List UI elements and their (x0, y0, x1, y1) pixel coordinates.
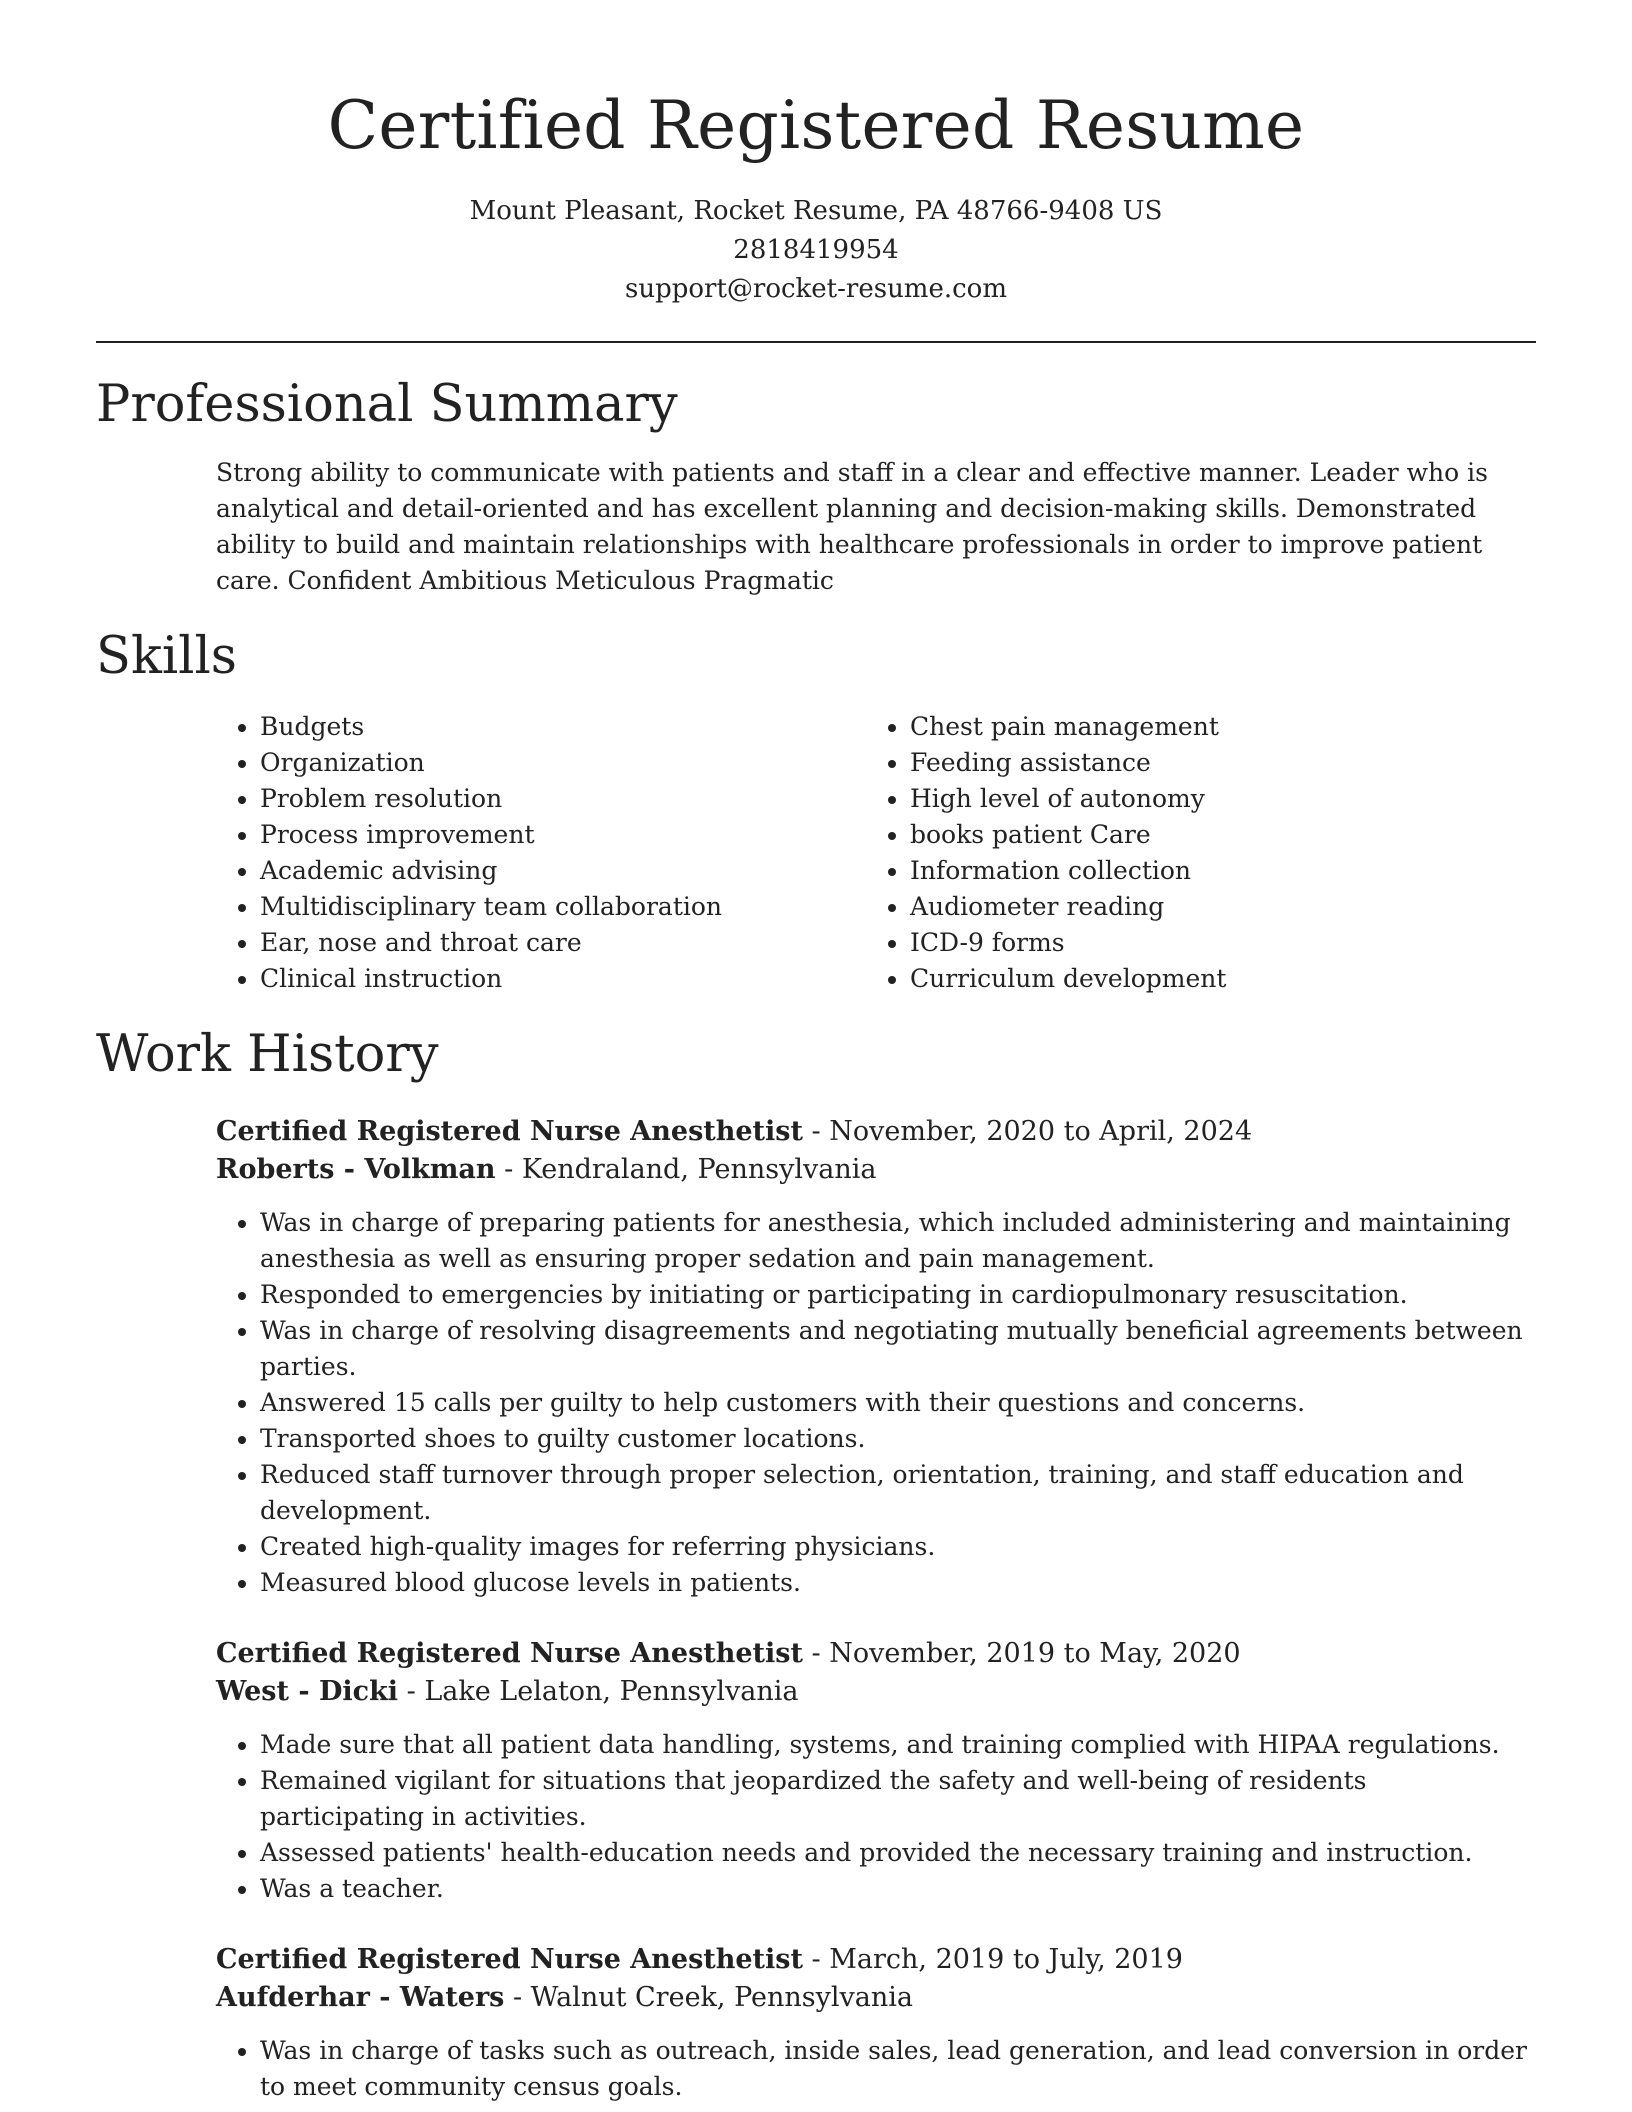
employer-name: Aufderhar - Waters (216, 1982, 505, 2013)
skills-column-right (866, 709, 1516, 997)
employer-line (216, 1673, 1536, 1711)
skill-item: • Process improvement (260, 817, 866, 853)
skill-item: • Audiometer reading (910, 889, 1516, 925)
skill-item: • Academic advising (260, 853, 866, 889)
skills-heading: Skills (96, 627, 237, 686)
job-title-line (216, 1635, 1536, 1673)
skill-item: • books patient Care (910, 817, 1516, 853)
skill-item: • Multidisciplinary team collaboration (260, 889, 866, 925)
resume-name: Certified Registered Resume (327, 87, 1305, 164)
job-bullet: • Assessed patients' health-education needs and provided the necessary training and instruction. (260, 1835, 1536, 1871)
job-bullet: • Was in charge of preparing patients for anesthesia, which included administering and maintaining anesthesia as well as ensuring proper sedation and pain management. (260, 1205, 1536, 1277)
skills-grid (216, 709, 1536, 997)
skill-item: • Ear, nose and throat care (260, 925, 866, 961)
skill-item: • Clinical instruction (260, 961, 866, 997)
job-entry (216, 1941, 1536, 2105)
job-title: Certified Registered Nurse Anesthetist (216, 1944, 803, 1975)
job-entry (216, 1113, 1536, 1601)
job-location: - Kendraland, Pennsylvania (495, 1154, 877, 1185)
employer-line (216, 1151, 1536, 1189)
summary-section (96, 455, 1536, 599)
work-history-section (96, 1113, 1536, 2105)
job-bullets (216, 1727, 1536, 1907)
job-title-line (216, 1941, 1536, 1979)
employer-line (216, 1979, 1536, 2017)
resume-header (96, 0, 1536, 309)
employer-name: West - Dicki (216, 1676, 399, 1707)
phone-number: 2818419954 (733, 235, 899, 265)
job-bullets (216, 1205, 1536, 1601)
job-location: - Walnut Creek, Pennsylvania (504, 1982, 914, 2013)
job-bullet: • Answered 15 calls per guilty to help customers with their questions and concerns. (260, 1385, 1536, 1421)
job-title: Certified Registered Nurse Anesthetist (216, 1116, 803, 1147)
skill-item: • Budgets (260, 709, 866, 745)
skills-section (96, 709, 1536, 997)
work-history-heading: Work History (96, 1025, 439, 1084)
job-dates: - March, 2019 to July, 2019 (802, 1944, 1183, 1975)
job-title-line (216, 1113, 1536, 1151)
job-dates: - November, 2020 to April, 2024 (802, 1116, 1253, 1147)
summary-heading: Professional Summary (96, 375, 678, 434)
skill-item: • Curriculum development (910, 961, 1516, 997)
job-entry (216, 1635, 1536, 1907)
job-bullet: • Created high-quality images for referring physicians. (260, 1529, 1536, 1565)
skill-item: • High level of autonomy (910, 781, 1516, 817)
skill-item: • Information collection (910, 853, 1516, 889)
job-bullets (216, 2033, 1536, 2105)
job-bullet: • Reduced staff turnover through proper selection, orientation, training, and staff education and development. (260, 1457, 1536, 1529)
skill-item: • Organization (260, 745, 866, 781)
job-bullet: • Measured blood glucose levels in patients. (260, 1565, 1536, 1601)
job-bullet: • Was in charge of tasks such as outreach, inside sales, lead generation, and lead conversion in order to meet community census goals. (260, 2033, 1536, 2105)
employer-name: Roberts - Volkman (216, 1154, 496, 1185)
job-title: Certified Registered Nurse Anesthetist (216, 1638, 803, 1669)
header-divider (96, 341, 1536, 343)
job-bullet: • Was a teacher. (260, 1871, 1536, 1907)
job-bullet: • Was in charge of resolving disagreements and negotiating mutually beneficial agreements between parties. (260, 1313, 1536, 1385)
skill-item: • ICD-9 forms (910, 925, 1516, 961)
skill-item: • Problem resolution (260, 781, 866, 817)
contact-block (96, 192, 1536, 309)
skill-item: • Chest pain management (910, 709, 1516, 745)
summary-text: Strong ability to communicate with patients and staff in a clear and effective manner. Leader who is analytical and detail-oriented and has excellent planning and decision-making skills. Demonstrated ability to build and maintain relationships with healthcare professionals in order to improve patient care. Confident Ambitious Meticulous Pragmatic (216, 458, 1488, 595)
job-bullet: • Transported shoes to guilty customer locations. (260, 1421, 1536, 1457)
skill-item: • Feeding assistance (910, 745, 1516, 781)
address: Mount Pleasant, Rocket Resume, PA 48766-9408 US (469, 196, 1163, 226)
email-address: support@rocket-resume.com (624, 274, 1007, 304)
job-bullet: • Remained vigilant for situations that jeopardized the safety and well-being of residents participating in activities. (260, 1763, 1536, 1835)
job-bullet: • Responded to emergencies by initiating or participating in cardiopulmonary resuscitation. (260, 1277, 1536, 1313)
skills-column-left (216, 709, 866, 997)
job-location: - Lake Lelaton, Pennsylvania (398, 1676, 799, 1707)
job-dates: - November, 2019 to May, 2020 (802, 1638, 1241, 1669)
job-bullet: • Made sure that all patient data handling, systems, and training complied with HIPAA regulations. (260, 1727, 1536, 1763)
